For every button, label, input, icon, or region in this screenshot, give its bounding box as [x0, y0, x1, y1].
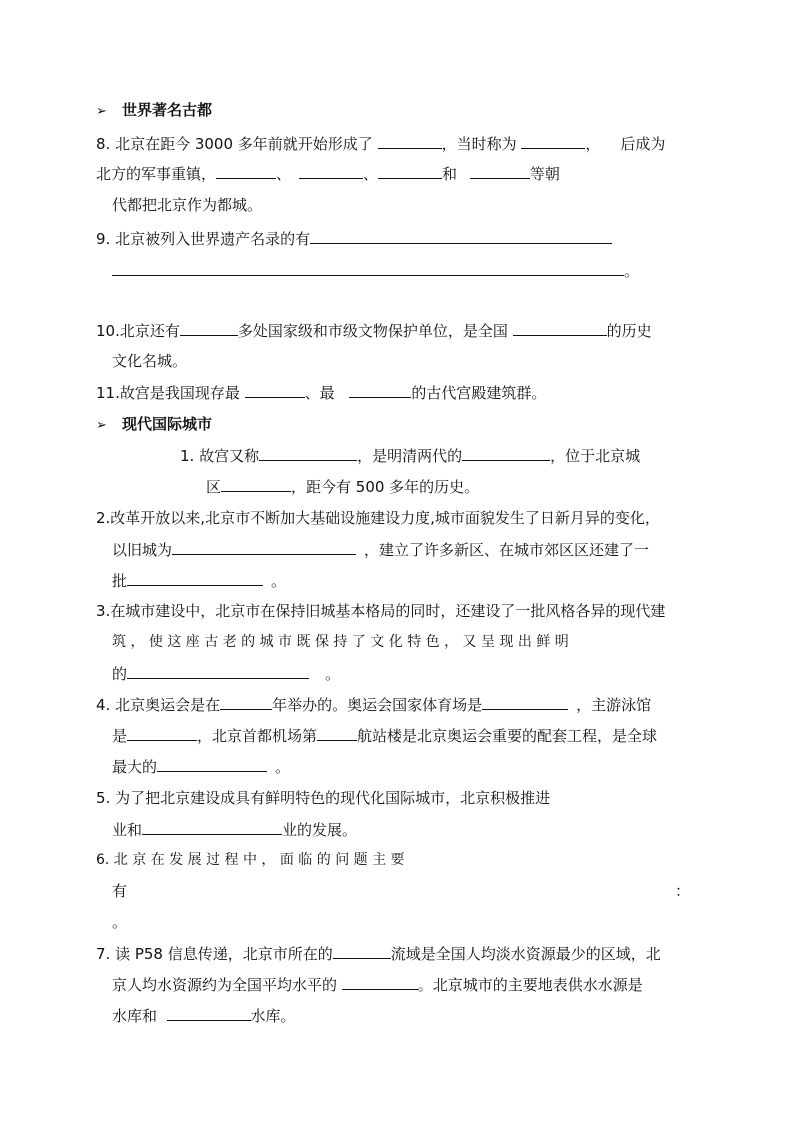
question-10-line-1: 10.北京还有 多处国家级和市级文物保护单位，是全国 的历史 — [96, 322, 652, 340]
modern-question-6-line-3: 。 — [112, 913, 128, 931]
modern-question-2-line-3: 批 。 — [112, 572, 287, 590]
modern-question-4-line-2: 是 ，北京首都机场第 航站楼是北京奥运会重要的配套工程，是全球 — [112, 727, 658, 745]
blank — [482, 694, 568, 710]
blank — [127, 570, 263, 586]
question-9-line-2: 。 — [112, 260, 639, 281]
question-8-line-3: 代都把北京作为都城。 — [112, 196, 263, 214]
modern-question-3-line-3: 的 。 — [112, 665, 341, 683]
modern-question-7-line-1: 7. 读 P58 信息传递，北京市所在的 流域是全国人均淡水资源最少的区域，北 — [96, 945, 661, 963]
blank — [112, 260, 624, 276]
section-heading-modern-city: ➢ 现代国际城市 — [96, 414, 212, 436]
question-8-line-1: 8. 北京在距今 3000 多年前就开始形成了 ，当时称为 ， 后成为 — [96, 135, 666, 153]
modern-question-5-line-2: 业和 业的发展。 — [112, 821, 358, 839]
blank — [378, 163, 442, 179]
arrow-bullet-icon: ➢ — [96, 418, 107, 433]
blank — [221, 476, 291, 492]
modern-question-1-line-2: 区 ，距今有 500 多年的历史。 — [206, 478, 480, 496]
blank — [142, 819, 282, 835]
modern-question-6-line-1: 6. 北 京 在 发 展 过 程 中 ， 面 临 的 问 题 主 要 — [96, 852, 405, 868]
question-9-line-1: 9. 北京被列入世界遗产名录的有 — [96, 228, 612, 249]
blank — [342, 974, 418, 990]
blank — [220, 694, 272, 710]
blank — [245, 382, 305, 398]
modern-question-2-line-1: 2.改革开放以来,北京市不断加大基础设施建设力度,城市面貌发生了日新月异的变化， — [96, 509, 660, 527]
modern-question-7-line-3: 水库和 水库。 — [112, 1007, 296, 1025]
question-11: 11.故宫是我国现存最 、最 的古代宫殿建筑群。 — [96, 384, 547, 402]
blank — [167, 1005, 251, 1021]
blank — [259, 445, 357, 461]
blank — [180, 320, 238, 336]
arrow-bullet-icon: ➢ — [96, 104, 107, 119]
blank — [378, 133, 442, 149]
blank — [299, 163, 363, 179]
blank — [317, 725, 357, 741]
blank — [349, 382, 411, 398]
modern-question-5-line-1: 5. 为了把北京建设成具有鲜明特色的现代化国际城市，北京积极推进 — [96, 789, 551, 807]
section-heading-ancient-capital: ➢ 世界著名古都 — [96, 100, 212, 122]
modern-question-4-line-3: 最大的 。 — [112, 758, 291, 776]
blank — [127, 725, 197, 741]
question-10-line-2: 文化名城。 — [112, 352, 188, 370]
blank — [462, 445, 550, 461]
blank — [157, 756, 267, 772]
blank — [216, 163, 276, 179]
blank — [470, 163, 530, 179]
modern-question-6-line-2: 有 ： — [112, 882, 690, 900]
blank — [127, 663, 309, 679]
modern-question-3-line-1: 3.在城市建设中，北京市在保持旧城基本格局的同时，还建设了一批风格各异的现代建 — [96, 602, 666, 620]
modern-question-4-line-1: 4. 北京奥运会是在 年举办的。奥运会国家体育场是 ，主游泳馆 — [96, 696, 652, 714]
blank — [521, 133, 585, 149]
blank — [333, 943, 391, 959]
blank — [172, 539, 356, 555]
modern-question-1-line-1: 1. 故宫又称 ，是明清两代的 ，位于北京城 — [180, 447, 641, 465]
modern-question-7-line-2: 京人均水资源约为全国平均水平的 。北京城市的主要地表供水水源是 — [112, 976, 643, 994]
modern-question-2-line-2: 以旧城为 ，建立了许多新区、在城市郊区区还建了一 — [112, 541, 650, 559]
blank — [513, 320, 607, 336]
blank — [310, 228, 612, 244]
question-8-line-2: 北方的军事重镇， 、 、 和 等朝 — [96, 165, 560, 183]
modern-question-3-line-2: 筑 ， 使 这 座 古 老 的 城 市 既 保 持 了 文 化 特 色 ， 又 呈 现 出 鲜 明 — [112, 634, 569, 650]
